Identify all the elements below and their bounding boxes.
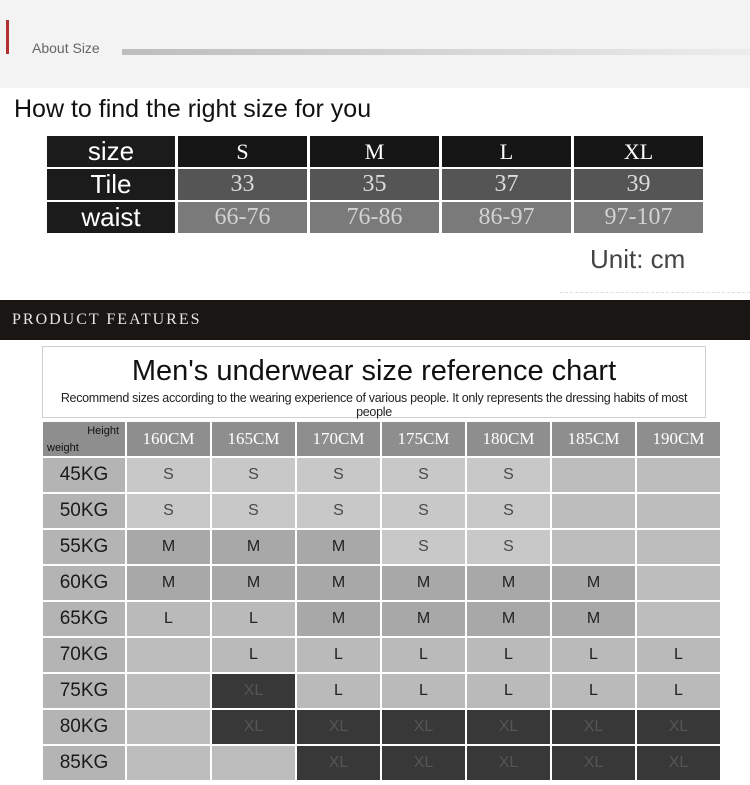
weight-row	[43, 674, 720, 708]
waist-row-label: waist	[47, 202, 175, 233]
size-recommendation-cell: S	[382, 458, 465, 492]
size-recommendation-cell	[637, 530, 720, 564]
waist-cell: 76-86	[310, 202, 439, 233]
size-recommendation-cell	[212, 746, 295, 780]
tile-cell: 39	[574, 169, 703, 200]
size-recommendation-cell: XL	[212, 710, 295, 744]
section-divider	[560, 292, 750, 293]
weight-label: 75KG	[43, 674, 125, 708]
weight-label: 45KG	[43, 458, 125, 492]
size-recommendation-cell	[637, 602, 720, 636]
size-recommendation-cell: M	[467, 566, 550, 600]
size-recommendation-cell: M	[382, 602, 465, 636]
size-recommendation-cell: XL	[637, 746, 720, 780]
size-recommendation-cell: M	[467, 602, 550, 636]
size-cell: M	[310, 136, 439, 167]
height-header-row	[43, 422, 720, 456]
product-features-bar	[0, 300, 750, 340]
size-recommendation-cell: XL	[467, 746, 550, 780]
size-recommendation-cell: L	[467, 674, 550, 708]
table-corner	[43, 422, 125, 456]
size-recommendation-cell: XL	[552, 746, 635, 780]
reference-chart-subtitle: Recommend sizes according to the wearing experience of various people. It only represents the dressing habits of most people	[60, 391, 688, 419]
size-recommendation-cell: L	[127, 602, 210, 636]
size-recommendation-cell: S	[467, 458, 550, 492]
tile-cell: 37	[442, 169, 571, 200]
weight-axis-label: weight	[47, 442, 79, 454]
weight-label: 85KG	[43, 746, 125, 780]
weight-row	[43, 566, 720, 600]
weight-row	[43, 638, 720, 672]
size-recommendation-cell: M	[212, 530, 295, 564]
size-recommendation-cell: S	[212, 494, 295, 528]
height-header: 185CM	[552, 422, 635, 456]
weight-row	[43, 710, 720, 744]
weight-label: 70KG	[43, 638, 125, 672]
reference-chart-header	[42, 346, 706, 418]
size-recommendation-cell: XL	[297, 746, 380, 780]
height-header: 165CM	[212, 422, 295, 456]
size-recommendation-cell: S	[467, 530, 550, 564]
size-recommendation-cell: M	[552, 602, 635, 636]
weight-label: 55KG	[43, 530, 125, 564]
size-recommendation-cell: L	[637, 674, 720, 708]
size-recommendation-cell: L	[382, 638, 465, 672]
size-guide-title: How to find the right size for you	[14, 95, 372, 123]
weight-row	[43, 458, 720, 492]
size-recommendation-cell: S	[127, 458, 210, 492]
weight-label: 65KG	[43, 602, 125, 636]
weight-row	[43, 602, 720, 636]
weight-row	[43, 494, 720, 528]
size-recommendation-cell: L	[552, 674, 635, 708]
size-recommendation-cell: XL	[382, 746, 465, 780]
about-size-label: About Size	[32, 40, 100, 56]
waist-row	[47, 202, 703, 233]
size-reference-table	[41, 420, 722, 782]
size-row-label: size	[47, 136, 175, 167]
size-recommendation-cell: S	[297, 494, 380, 528]
size-recommendation-cell: M	[382, 566, 465, 600]
accent-bar	[6, 20, 9, 54]
size-recommendation-cell: L	[637, 638, 720, 672]
size-cell: S	[178, 136, 307, 167]
size-recommendation-cell: L	[212, 638, 295, 672]
size-recommendation-cell: M	[127, 566, 210, 600]
size-recommendation-cell	[552, 530, 635, 564]
size-recommendation-cell	[552, 458, 635, 492]
size-recommendation-cell: M	[297, 602, 380, 636]
tile-cell: 35	[310, 169, 439, 200]
product-features-label: PRODUCT FEATURES	[12, 311, 202, 328]
height-header: 180CM	[467, 422, 550, 456]
tile-row	[47, 169, 703, 200]
size-recommendation-cell: L	[552, 638, 635, 672]
size-recommendation-cell: S	[127, 494, 210, 528]
header-divider	[122, 49, 750, 55]
size-recommendation-cell	[127, 674, 210, 708]
size-guide-table	[44, 134, 706, 235]
height-axis-label: Height	[87, 425, 119, 437]
weight-label: 80KG	[43, 710, 125, 744]
size-recommendation-cell: XL	[297, 710, 380, 744]
size-recommendation-cell: S	[467, 494, 550, 528]
weight-row	[43, 746, 720, 780]
waist-cell: 66-76	[178, 202, 307, 233]
size-recommendation-cell: S	[382, 530, 465, 564]
size-recommendation-cell	[637, 566, 720, 600]
weight-label: 60KG	[43, 566, 125, 600]
size-recommendation-cell	[552, 494, 635, 528]
unit-label: Unit: cm	[590, 244, 686, 274]
tile-cell: 33	[178, 169, 307, 200]
size-recommendation-cell: XL	[212, 674, 295, 708]
size-recommendation-cell	[637, 458, 720, 492]
size-recommendation-cell: L	[382, 674, 465, 708]
size-recommendation-cell: M	[212, 566, 295, 600]
size-recommendation-cell	[637, 494, 720, 528]
size-cell: XL	[574, 136, 703, 167]
size-recommendation-cell: M	[297, 566, 380, 600]
height-header: 170CM	[297, 422, 380, 456]
size-recommendation-cell: L	[297, 674, 380, 708]
height-header: 160CM	[127, 422, 210, 456]
size-cell: L	[442, 136, 571, 167]
weight-label: 50KG	[43, 494, 125, 528]
size-recommendation-cell	[127, 746, 210, 780]
size-recommendation-cell: L	[467, 638, 550, 672]
size-recommendation-cell	[127, 710, 210, 744]
size-row	[47, 136, 703, 167]
size-recommendation-cell: S	[382, 494, 465, 528]
size-recommendation-cell: S	[212, 458, 295, 492]
height-header: 190CM	[637, 422, 720, 456]
size-recommendation-cell: M	[297, 530, 380, 564]
waist-cell: 86-97	[442, 202, 571, 233]
size-recommendation-cell: L	[297, 638, 380, 672]
weight-row	[43, 530, 720, 564]
about-size-header	[0, 0, 750, 88]
size-recommendation-cell: XL	[552, 710, 635, 744]
size-recommendation-cell: M	[552, 566, 635, 600]
size-recommendation-cell: XL	[382, 710, 465, 744]
height-header: 175CM	[382, 422, 465, 456]
size-recommendation-cell: XL	[637, 710, 720, 744]
size-recommendation-cell: L	[212, 602, 295, 636]
size-recommendation-cell: S	[297, 458, 380, 492]
size-recommendation-cell	[127, 638, 210, 672]
size-recommendation-cell: M	[127, 530, 210, 564]
tile-row-label: Tile	[47, 169, 175, 200]
size-recommendation-cell: XL	[467, 710, 550, 744]
reference-chart-title: Men's underwear size reference chart	[131, 355, 617, 387]
waist-cell: 97-107	[574, 202, 703, 233]
